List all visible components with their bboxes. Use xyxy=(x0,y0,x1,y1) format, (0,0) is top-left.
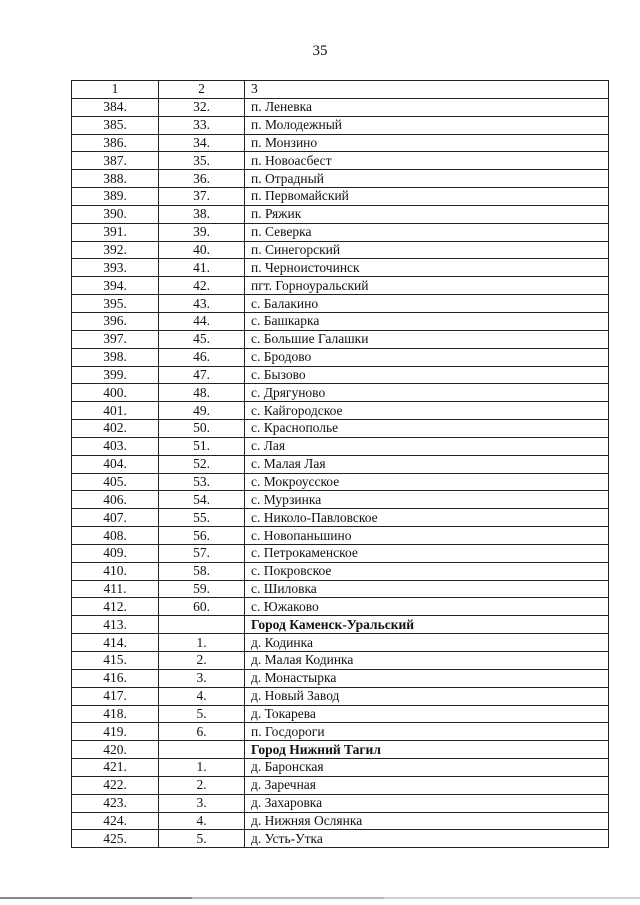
sub-number-cell: 3. xyxy=(159,794,245,812)
settlement-name-cell: с. Шиловка xyxy=(245,580,609,598)
settlement-name-cell: д. Усть-Утка xyxy=(245,830,609,848)
table-row xyxy=(72,188,609,206)
sub-number-cell: 47. xyxy=(159,366,245,384)
row-number-cell: 413. xyxy=(72,616,159,634)
table-row xyxy=(72,330,609,348)
sub-number-cell: 6. xyxy=(159,723,245,741)
row-number-cell: 409. xyxy=(72,544,159,562)
row-number-cell: 411. xyxy=(72,580,159,598)
table-row xyxy=(72,205,609,223)
table-row xyxy=(72,473,609,491)
sub-number-cell: 33. xyxy=(159,116,245,134)
sub-number-cell: 4. xyxy=(159,687,245,705)
sub-number-cell: 41. xyxy=(159,259,245,277)
sub-number-cell: 2. xyxy=(159,652,245,670)
settlement-name-cell: п. Северка xyxy=(245,223,609,241)
sub-number-cell: 36. xyxy=(159,170,245,188)
table-row xyxy=(72,812,609,830)
row-number-cell: 386. xyxy=(72,134,159,152)
settlement-name-cell: д. Баронская xyxy=(245,759,609,777)
sub-number-cell: 48. xyxy=(159,384,245,402)
row-number-cell: 389. xyxy=(72,188,159,206)
table-row xyxy=(72,366,609,384)
row-number-cell: 384. xyxy=(72,98,159,116)
sub-number-cell: 51. xyxy=(159,437,245,455)
sub-number-cell: 45. xyxy=(159,330,245,348)
sub-number-cell: 3. xyxy=(159,669,245,687)
settlement-name-cell: с. Дрягуново xyxy=(245,384,609,402)
row-number-cell: 424. xyxy=(72,812,159,830)
sub-number-cell: 39. xyxy=(159,223,245,241)
settlement-name-cell: п. Черноисточинск xyxy=(245,259,609,277)
table-row xyxy=(72,616,609,634)
row-number-cell: 421. xyxy=(72,759,159,777)
table-row xyxy=(72,652,609,670)
table-row xyxy=(72,580,609,598)
table-row xyxy=(72,259,609,277)
table-row xyxy=(72,98,609,116)
sub-number-cell: 53. xyxy=(159,473,245,491)
row-number-cell: 420. xyxy=(72,741,159,759)
sub-number-cell: 52. xyxy=(159,455,245,473)
settlement-name-cell: д. Захаровка xyxy=(245,794,609,812)
settlement-name-cell: п. Синегорский xyxy=(245,241,609,259)
table-row xyxy=(72,455,609,473)
settlement-name-cell: п. Молодежный xyxy=(245,116,609,134)
table-row xyxy=(72,759,609,777)
row-number-cell: 408. xyxy=(72,527,159,545)
table-row xyxy=(72,152,609,170)
sub-number-cell: 43. xyxy=(159,295,245,313)
settlement-name-cell: д. Токарева xyxy=(245,705,609,723)
settlement-name-cell: с. Малая Лая xyxy=(245,455,609,473)
settlement-name-cell: п. Монзино xyxy=(245,134,609,152)
table-header-row xyxy=(72,81,609,99)
table-row xyxy=(72,634,609,652)
sub-number-cell xyxy=(159,616,245,634)
table-row xyxy=(72,794,609,812)
table-row xyxy=(72,420,609,438)
settlement-name-cell: с. Петрокаменское xyxy=(245,544,609,562)
row-number-cell: 391. xyxy=(72,223,159,241)
settlement-name-cell: д. Заречная xyxy=(245,776,609,794)
row-number-cell: 422. xyxy=(72,776,159,794)
table-row xyxy=(72,830,609,848)
table-row xyxy=(72,170,609,188)
settlement-name-cell: пгт. Горноуральский xyxy=(245,277,609,295)
row-number-cell: 417. xyxy=(72,687,159,705)
row-number-cell: 423. xyxy=(72,794,159,812)
table-row xyxy=(72,348,609,366)
settlement-name-cell: п. Первомайский xyxy=(245,188,609,206)
settlement-name-cell: п. Ряжик xyxy=(245,205,609,223)
sub-number-cell: 49. xyxy=(159,402,245,420)
row-number-cell: 400. xyxy=(72,384,159,402)
settlement-name-cell: Город Каменск-Уральский xyxy=(245,616,609,634)
sub-number-cell: 44. xyxy=(159,312,245,330)
sub-number-cell: 50. xyxy=(159,420,245,438)
table-row xyxy=(72,723,609,741)
table-row xyxy=(72,491,609,509)
sub-number-cell: 1. xyxy=(159,634,245,652)
table-row xyxy=(72,776,609,794)
column-header-1: 1 xyxy=(72,81,159,99)
row-number-cell: 395. xyxy=(72,295,159,313)
row-number-cell: 412. xyxy=(72,598,159,616)
row-number-cell: 406. xyxy=(72,491,159,509)
settlement-name-cell: с. Новопаньшино xyxy=(245,527,609,545)
sub-number-cell: 5. xyxy=(159,830,245,848)
table-row xyxy=(72,687,609,705)
row-number-cell: 396. xyxy=(72,312,159,330)
scan-edge-line xyxy=(0,897,640,899)
settlement-name-cell: с. Большие Галашки xyxy=(245,330,609,348)
table-row xyxy=(72,295,609,313)
settlement-name-cell: п. Отрадный xyxy=(245,170,609,188)
sub-number-cell: 55. xyxy=(159,509,245,527)
settlement-name-cell: д. Новый Завод xyxy=(245,687,609,705)
sub-number-cell: 32. xyxy=(159,98,245,116)
settlement-name-cell: с. Бродово xyxy=(245,348,609,366)
table-row xyxy=(72,277,609,295)
column-header-2: 2 xyxy=(159,81,245,99)
row-number-cell: 415. xyxy=(72,652,159,670)
settlements-table xyxy=(71,80,609,848)
row-number-cell: 403. xyxy=(72,437,159,455)
settlement-name-cell: п. Леневка xyxy=(245,98,609,116)
row-number-cell: 393. xyxy=(72,259,159,277)
settlement-name-cell: с. Покровское xyxy=(245,562,609,580)
table-row xyxy=(72,741,609,759)
table-row xyxy=(72,527,609,545)
sub-number-cell: 46. xyxy=(159,348,245,366)
row-number-cell: 418. xyxy=(72,705,159,723)
table-body xyxy=(72,98,609,847)
sub-number-cell: 54. xyxy=(159,491,245,509)
sub-number-cell: 42. xyxy=(159,277,245,295)
row-number-cell: 401. xyxy=(72,402,159,420)
settlement-name-cell: п. Новоасбест xyxy=(245,152,609,170)
row-number-cell: 404. xyxy=(72,455,159,473)
table-row xyxy=(72,384,609,402)
row-number-cell: 387. xyxy=(72,152,159,170)
sub-number-cell: 38. xyxy=(159,205,245,223)
table-row xyxy=(72,223,609,241)
row-number-cell: 405. xyxy=(72,473,159,491)
column-header-3: 3 xyxy=(245,81,609,99)
sub-number-cell: 58. xyxy=(159,562,245,580)
sub-number-cell: 2. xyxy=(159,776,245,794)
row-number-cell: 414. xyxy=(72,634,159,652)
sub-number-cell: 57. xyxy=(159,544,245,562)
settlement-name-cell: с. Бызово xyxy=(245,366,609,384)
row-number-cell: 388. xyxy=(72,170,159,188)
settlement-name-cell: с. Балакино xyxy=(245,295,609,313)
settlement-name-cell: с. Лая xyxy=(245,437,609,455)
settlement-name-cell: Город Нижний Тагил xyxy=(245,741,609,759)
settlement-name-cell: с. Краснополье xyxy=(245,420,609,438)
row-number-cell: 419. xyxy=(72,723,159,741)
sub-number-cell: 37. xyxy=(159,188,245,206)
table-row xyxy=(72,312,609,330)
table-row xyxy=(72,705,609,723)
row-number-cell: 425. xyxy=(72,830,159,848)
table-row xyxy=(72,437,609,455)
sub-number-cell: 59. xyxy=(159,580,245,598)
settlement-name-cell: д. Кодинка xyxy=(245,634,609,652)
table-row xyxy=(72,241,609,259)
settlement-name-cell: с. Башкарка xyxy=(245,312,609,330)
sub-number-cell: 4. xyxy=(159,812,245,830)
sub-number-cell: 60. xyxy=(159,598,245,616)
table-row xyxy=(72,544,609,562)
settlement-name-cell: с. Кайгородское xyxy=(245,402,609,420)
settlement-name-cell: с. Южаково xyxy=(245,598,609,616)
settlement-name-cell: п. Госдороги xyxy=(245,723,609,741)
settlement-name-cell: д. Нижняя Ослянка xyxy=(245,812,609,830)
sub-number-cell: 5. xyxy=(159,705,245,723)
row-number-cell: 390. xyxy=(72,205,159,223)
sub-number-cell: 35. xyxy=(159,152,245,170)
table-row xyxy=(72,402,609,420)
settlement-name-cell: с. Мокроусское xyxy=(245,473,609,491)
settlement-name-cell: д. Малая Кодинка xyxy=(245,652,609,670)
sub-number-cell: 34. xyxy=(159,134,245,152)
row-number-cell: 407. xyxy=(72,509,159,527)
row-number-cell: 397. xyxy=(72,330,159,348)
table-row xyxy=(72,669,609,687)
table-row xyxy=(72,134,609,152)
page-number: 35 xyxy=(312,43,328,59)
sub-number-cell: 1. xyxy=(159,759,245,777)
row-number-cell: 385. xyxy=(72,116,159,134)
row-number-cell: 394. xyxy=(72,277,159,295)
table-row xyxy=(72,562,609,580)
settlement-name-cell: д. Монастырка xyxy=(245,669,609,687)
row-number-cell: 410. xyxy=(72,562,159,580)
row-number-cell: 392. xyxy=(72,241,159,259)
sub-number-cell xyxy=(159,741,245,759)
row-number-cell: 398. xyxy=(72,348,159,366)
table-row xyxy=(72,598,609,616)
row-number-cell: 402. xyxy=(72,420,159,438)
table-row xyxy=(72,116,609,134)
table-row xyxy=(72,509,609,527)
row-number-cell: 416. xyxy=(72,669,159,687)
settlement-name-cell: с. Николо-Павловское xyxy=(245,509,609,527)
sub-number-cell: 56. xyxy=(159,527,245,545)
row-number-cell: 399. xyxy=(72,366,159,384)
settlement-name-cell: с. Мурзинка xyxy=(245,491,609,509)
sub-number-cell: 40. xyxy=(159,241,245,259)
